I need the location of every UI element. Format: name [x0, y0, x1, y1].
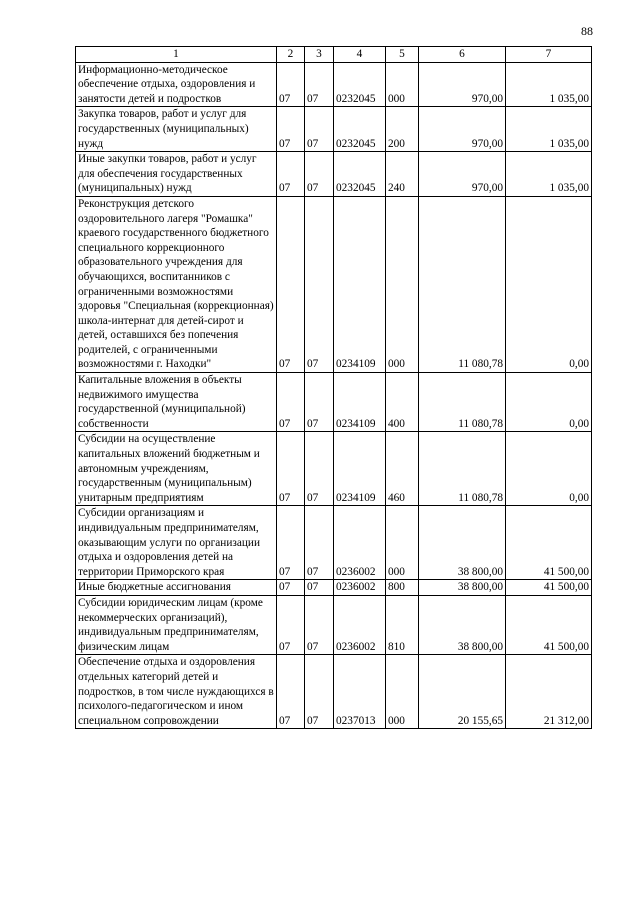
- header-cell: 5: [386, 47, 419, 63]
- row-description-text: Информационно-методическое обеспечение отдыха, оздоровления и занятости детей и подростков: [78, 63, 256, 105]
- row-description-text: Закупка товаров, работ и услуг для государственных (муниципальных) нужд: [78, 108, 249, 150]
- expense-type-cell: 000: [386, 196, 419, 372]
- amount-2014-cell: 38 800,00: [419, 595, 506, 654]
- target-code-cell: 0237013: [334, 655, 386, 729]
- target-code-cell: 0232045: [334, 62, 386, 107]
- expense-type-cell: 460: [386, 432, 419, 506]
- amount-2015-cell: 41 500,00: [506, 580, 592, 596]
- target-code-cell: 0234109: [334, 373, 386, 432]
- row-description-text: Субсидии юридическим лицам (кроме некоммерческих организаций), индивидуальным предпринимателям, физическим лицам: [78, 596, 263, 653]
- row-description: [76, 506, 277, 580]
- table-row: [76, 373, 592, 432]
- section-cell: 07: [277, 506, 305, 580]
- row-description-text: Иные закупки товаров, работ и услуг для обеспечения государственных (муниципальных) нужд: [78, 153, 257, 195]
- subsection-cell: 07: [305, 62, 334, 107]
- row-description: [76, 580, 277, 596]
- subsection-cell: 07: [305, 432, 334, 506]
- amount-2015-cell: 41 500,00: [506, 595, 592, 654]
- page-number: 88: [581, 24, 593, 38]
- subsection-cell: 07: [305, 152, 334, 197]
- amount-2014-cell: 11 080,78: [419, 432, 506, 506]
- amount-2014-cell: 970,00: [419, 62, 506, 107]
- amount-2014-cell: 38 800,00: [419, 580, 506, 596]
- table-row: [76, 506, 592, 580]
- expense-type-cell: 400: [386, 373, 419, 432]
- row-description-text: Обеспечение отдыха и оздоровления отдельных категорий детей и подростков, в том числе нуждающихся в психолого-педагогическом и ином специальном сопровождении: [78, 656, 274, 727]
- amount-2014-cell: 970,00: [419, 107, 506, 152]
- target-code-cell: 0234109: [334, 432, 386, 506]
- row-description: [76, 373, 277, 432]
- table-row: [76, 152, 592, 197]
- amount-2014-cell: 38 800,00: [419, 506, 506, 580]
- expense-type-cell: 200: [386, 107, 419, 152]
- amount-2014-cell: 20 155,65: [419, 655, 506, 729]
- section-cell: 07: [277, 432, 305, 506]
- table-header-row: [76, 47, 592, 63]
- expense-type-cell: 800: [386, 580, 419, 596]
- table-row: [76, 655, 592, 729]
- target-code-cell: 0236002: [334, 595, 386, 654]
- target-code-cell: 0236002: [334, 506, 386, 580]
- header-cell: 2: [277, 47, 305, 63]
- section-cell: 07: [277, 580, 305, 596]
- section-cell: 07: [277, 373, 305, 432]
- section-cell: 07: [277, 655, 305, 729]
- row-description: [76, 655, 277, 729]
- header-cell: 3: [305, 47, 334, 63]
- target-code-cell: 0232045: [334, 152, 386, 197]
- table-row: [76, 196, 592, 372]
- section-cell: 07: [277, 107, 305, 152]
- table-row: [76, 62, 592, 107]
- target-code-cell: 0232045: [334, 107, 386, 152]
- table-row: [76, 107, 592, 152]
- expense-type-cell: 000: [386, 506, 419, 580]
- table-row: [76, 580, 592, 596]
- table-row: [76, 595, 592, 654]
- amount-2015-cell: 0,00: [506, 373, 592, 432]
- row-description: [76, 595, 277, 654]
- subsection-cell: 07: [305, 107, 334, 152]
- header-cell: 1: [76, 47, 277, 63]
- target-code-cell: 0234109: [334, 196, 386, 372]
- subsection-cell: 07: [305, 506, 334, 580]
- amount-2015-cell: 21 312,00: [506, 655, 592, 729]
- header-cell: 6: [419, 47, 506, 63]
- amount-2015-cell: 41 500,00: [506, 506, 592, 580]
- expense-type-cell: 000: [386, 655, 419, 729]
- subsection-cell: 07: [305, 580, 334, 596]
- row-description-text: Реконструкция детского оздоровительного лагеря "Ромашка" краевого государственного бюджетного специального коррекционного образовательного учреждения для обучающихся, воспитанников с ограниченными возможностями здоровья "Специальная (коррекционная) школа-интернат для детей-сирот и детей, оставшихся без попечения родителей, с ограниченными возможностями г. Находки": [78, 197, 274, 371]
- amount-2015-cell: 0,00: [506, 196, 592, 372]
- subsection-cell: 07: [305, 595, 334, 654]
- row-description-text: Капитальные вложения в объекты недвижимого имущества государственной (муниципальной) собственности: [78, 374, 246, 430]
- subsection-cell: 07: [305, 655, 334, 729]
- section-cell: 07: [277, 62, 305, 107]
- row-description: [76, 432, 277, 506]
- amount-2015-cell: 1 035,00: [506, 107, 592, 152]
- header-cell: 7: [506, 47, 592, 63]
- expense-type-cell: 000: [386, 62, 419, 107]
- expense-type-cell: 810: [386, 595, 419, 654]
- row-description: [76, 196, 277, 372]
- subsection-cell: 07: [305, 373, 334, 432]
- amount-2015-cell: 1 035,00: [506, 62, 592, 107]
- row-description-text: Субсидии организациям и индивидуальным предпринимателям, оказывающим услуги по организации отдыха и оздоровления детей на территории Приморского края: [78, 507, 261, 578]
- table-row: [76, 432, 592, 506]
- row-description: [76, 107, 277, 152]
- row-description: [76, 152, 277, 197]
- amount-2015-cell: 1 035,00: [506, 152, 592, 197]
- amount-2014-cell: 11 080,78: [419, 373, 506, 432]
- amount-2014-cell: 970,00: [419, 152, 506, 197]
- header-cell: 4: [334, 47, 386, 63]
- section-cell: 07: [277, 152, 305, 197]
- row-description: [76, 62, 277, 107]
- target-code-cell: 0236002: [334, 580, 386, 596]
- row-description-text: Иные бюджетные ассигнования: [78, 581, 231, 594]
- amount-2014-cell: 11 080,78: [419, 196, 506, 372]
- subsection-cell: 07: [305, 196, 334, 372]
- section-cell: 07: [277, 196, 305, 372]
- expense-type-cell: 240: [386, 152, 419, 197]
- section-cell: 07: [277, 595, 305, 654]
- budget-table: [75, 46, 592, 729]
- row-description-text: Субсидии на осуществление капитальных вложений бюджетным и автономным учреждениям, государственным (муниципальным) унитарным предприятиям: [78, 433, 260, 504]
- amount-2015-cell: 0,00: [506, 432, 592, 506]
